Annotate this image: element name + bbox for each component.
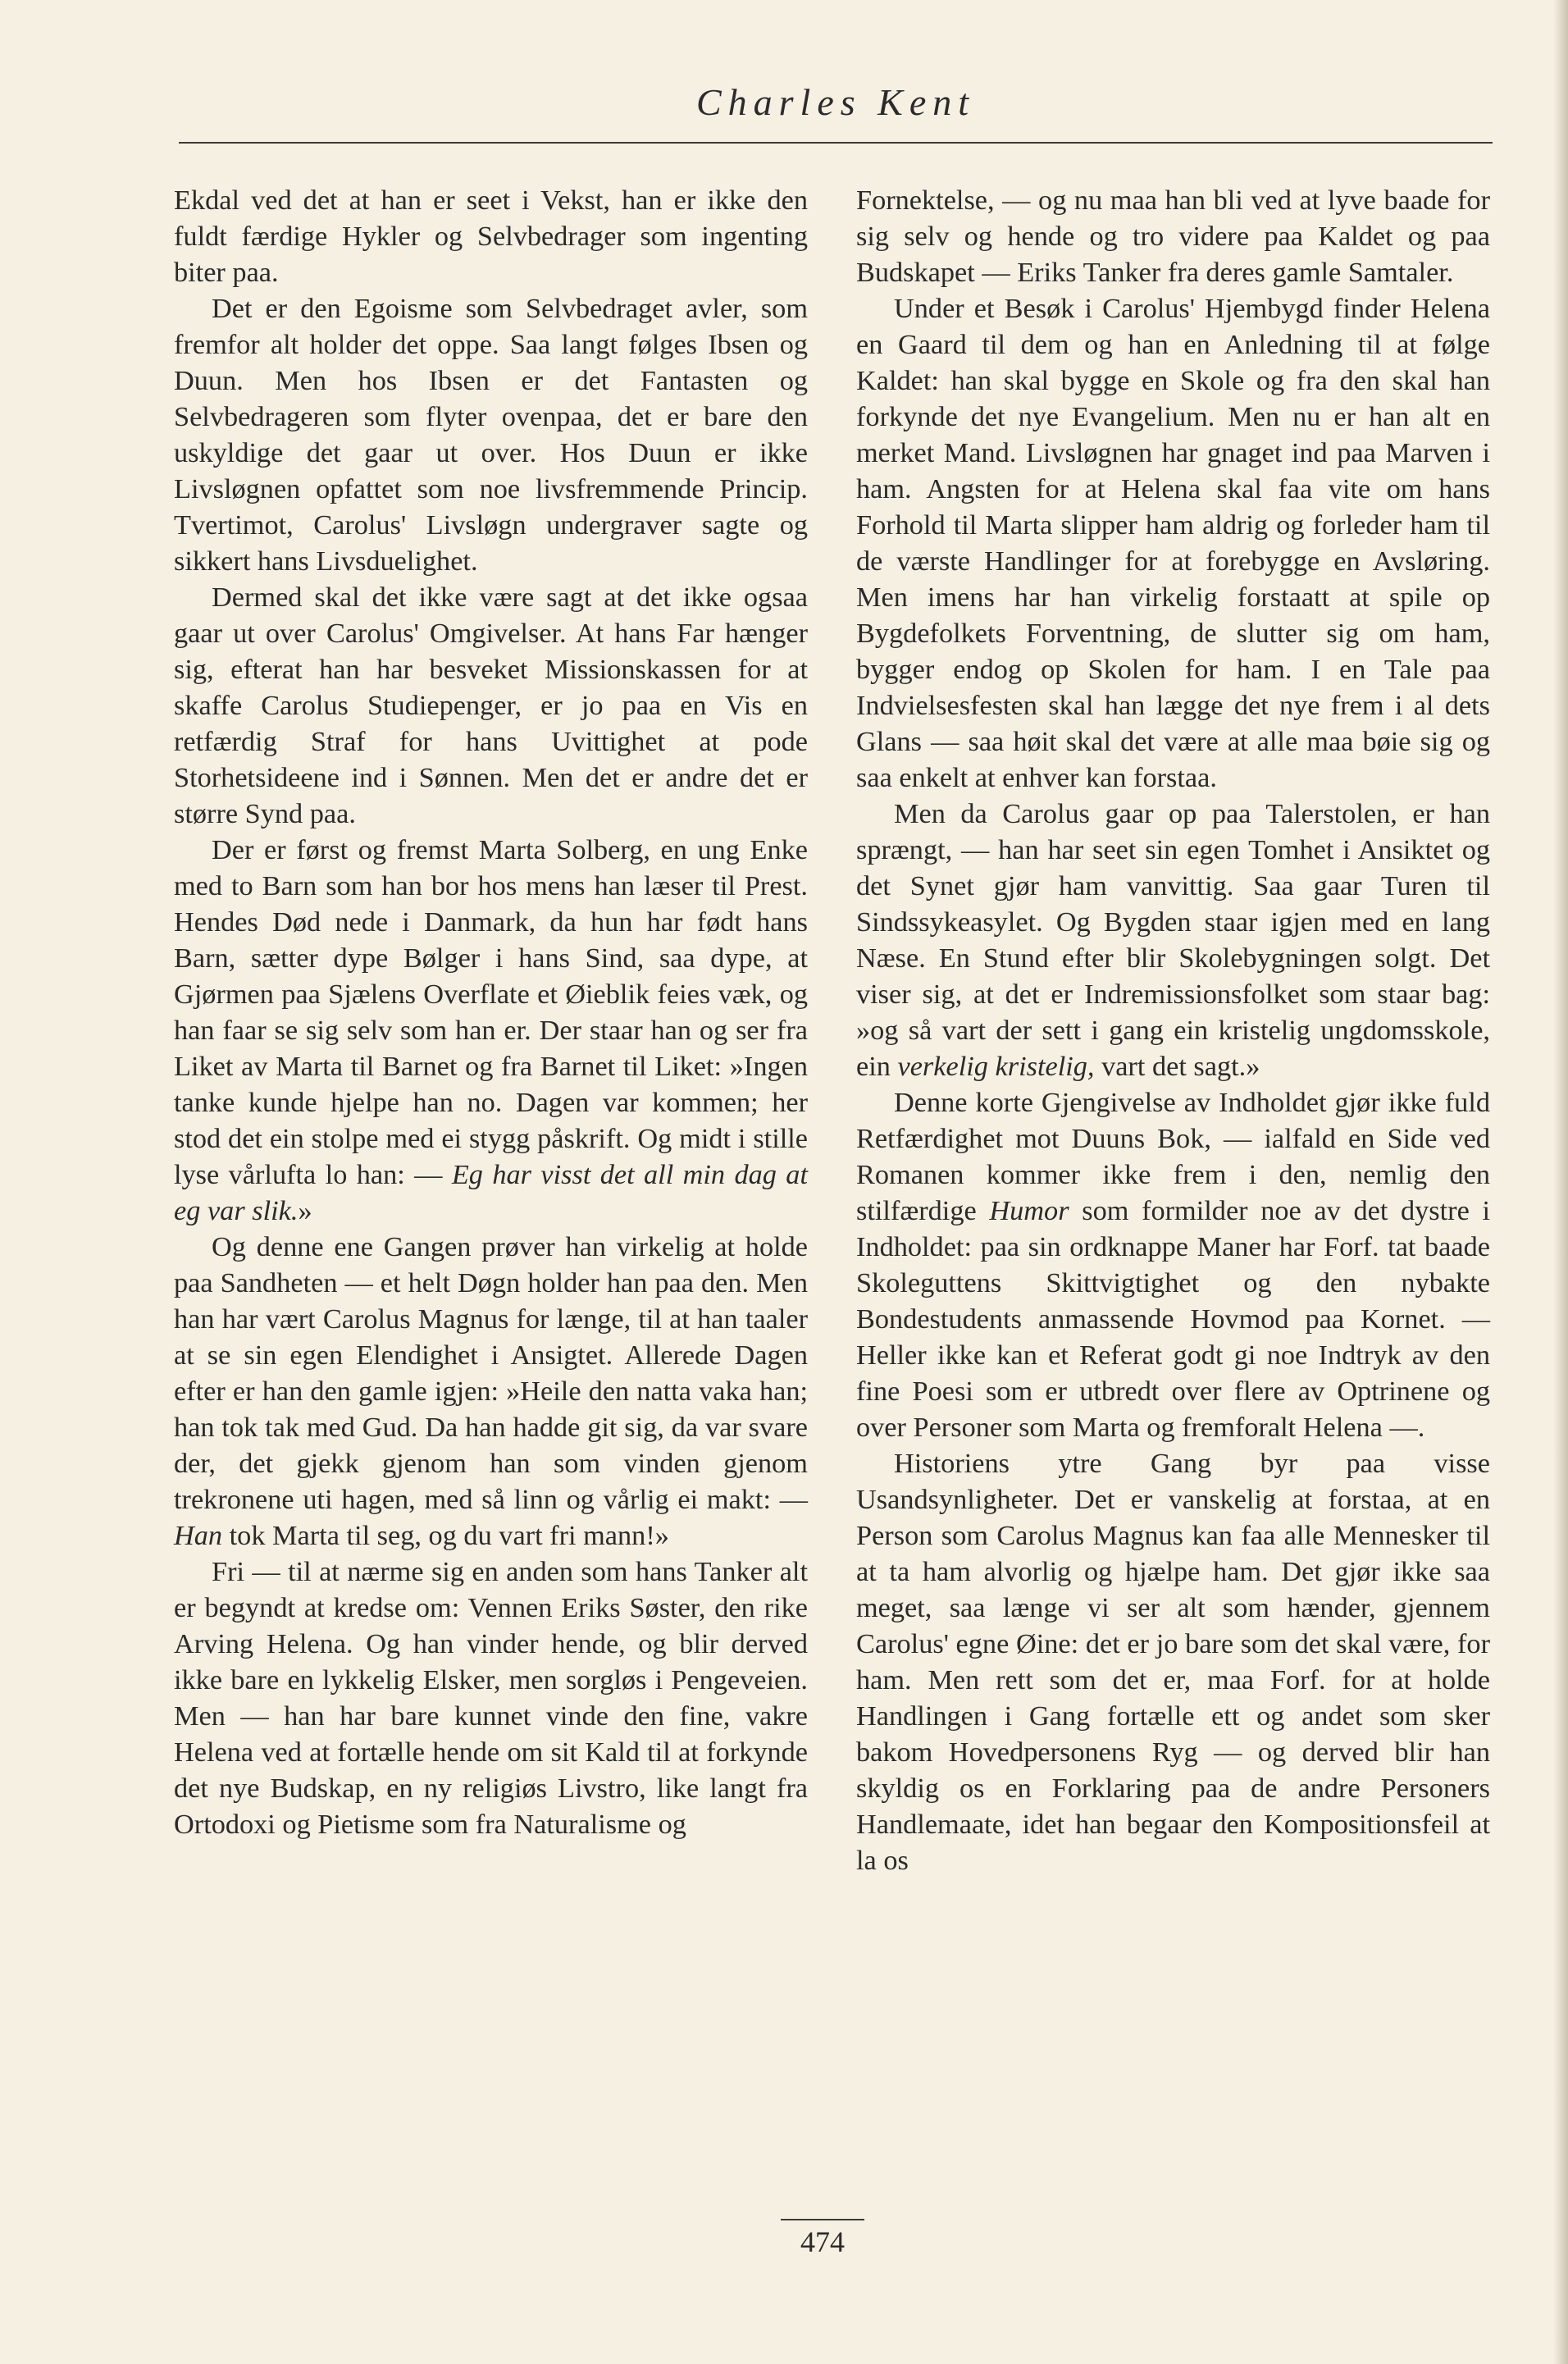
paragraph (856, 1084, 1490, 1445)
italic-word: Humor (989, 1195, 1069, 1226)
paragraph (174, 1229, 808, 1554)
left-column (174, 182, 808, 1842)
paragraph-text: vart det sagt.» (1101, 1051, 1260, 1082)
italic-quote: Eg har visst det all min dag at eg var slik. (174, 1159, 808, 1226)
right-column (856, 182, 1490, 1878)
paragraph: Dermed skal det ikke være sagt at det ikke ogsaa gaar ut over Carolus' Omgivelser. At hans Far hænger sig, efterat han har besveket Missionskassen for at skaffe Carolus Studiepenger, er jo paa en Vis en retfærdig Straf for hans Uvittighet at pode Storhetsideene ind i Sønnen. Men det er andre det er større Synd paa. (174, 582, 808, 829)
page-edge-shadow (1553, 0, 1568, 2364)
paragraph-text: tok Marta til seg, og du vart fri mann!» (229, 1520, 669, 1551)
paragraph: Under et Besøk i Carolus' Hjembygd finder Helena en Gaard til dem og han en Anledning til at følge Kaldet: han skal bygge en Skole og fra den skal han forkynde det nye Evangelium. Men nu er han alt en merket Mand. Livsløgnen har gnaget ind paa Marven i ham. Angsten for at Helena skal faa vite om hans Forhold til Marta slipper ham aldrig og forleder ham til de værste Handlinger for at forebygge en Avsløring. Men imens har han virkelig forstaatt at spile op Bygdefolkets Forventning, de slutter sig om ham, bygger endog op Skolen for ham. I en Tale paa Indvielsesfesten skal han lægge det nye frem i al dets Glans — saa høit skal det være at alle maa bøie sig og saa enkelt at enhver kan forstaa. (856, 293, 1490, 793)
paragraph: Historiens ytre Gang byr paa visse Usandsynligheter. Det er vanskelig at forstaa, at en Person som Carolus Magnus kan faa alle Mennesker til at ta ham alvorlig og hjælpe ham. Det gjør ikke saa meget, saa længe vi ser alt som hænder, gjennem Carolus' egne Øine: det er jo bare som det skal være, for ham. Men rett som det er, maa Forf. for at holde Handlingen i Gang fortælle ett og andet som sker bakom Hovedpersonens Ryg — og derved blir han skyldig os en Forklaring paa de andre Personers Handlemaate, idet han begaar den Kompositionsfeil at la os (856, 1448, 1490, 1876)
paragraph: Ekdal ved det at han er seet i Vekst, han er ikke den fuldt færdige Hykler og Selvbedrager som ingenting biter paa. (174, 185, 808, 288)
header-rule (179, 142, 1493, 144)
running-header: Charles Kent (695, 81, 976, 123)
paragraph: Det er den Egoisme som Selvbedraget avler, som fremfor alt holder det oppe. Saa langt følges Ibsen og Duun. Men hos Ibsen er det Fantasten og Selvbedrageren som flyter ovenpaa, det er bare den uskyldige det gaar ut over. Hos Duun er ikke Livsløgnen opfattet som noe livsfremmende Princip. Tvertimot, Carolus' Livsløgn undergraver sagte og sikkert hans Livsduelighet. (174, 293, 808, 577)
italic-word: Han (174, 1520, 223, 1551)
paragraph-text: Men da Carolus gaar op paa Talerstolen, er han sprængt, — han har seet sin egen Tomhet i Ansiktet og det Synet gjør ham vanvittig. Saa gaar Turen til Sindssykeasylet. Og Bygden staar igjen med en lang Næse. En Stund efter blir Skolebygningen solgt. Det viser sig, at det er Indremissionsfolket som staar bag: »og så vart der sett i gang ein kristelig ungdomsskole, ein (856, 798, 1490, 1082)
paragraph-text: » (298, 1195, 312, 1226)
page-number: 474 (800, 2225, 845, 2258)
italic-phrase: verkelig kristelig, (897, 1051, 1095, 1082)
paragraph-text: Der er først og fremst Marta Solberg, en ung Enke med to Barn som han bor hos mens han læser til Prest. Hendes Død nede i Danmark, da hun har født hans Barn, sætter dype Bølger i hans Sind, saa dype, at Gjørmen paa Sjælens Overflate et Øieblik feies væk, og han faar se sig selv som han er. Der staar han og ser fra Liket av Marta til Barnet og fra Barnet til Liket: »Ingen tanke kunde hjelpe han no. Dagen var kommen; her stod det ein stolpe med ei stygg påskrift. Og midt i stille lyse vårlufta lo han: — (174, 834, 808, 1190)
paragraph (174, 832, 808, 1229)
folio-rule (781, 2219, 864, 2220)
paragraph: Fri — til at nærme sig en anden som hans Tanker alt er begyndt at kredse om: Vennen Eriks Søster, den rike Arving Helena. Og han vinder hende, og blir derved ikke bare en lykkelig Elsker, men sorgløs i Pengeveien. Men — han har bare kunnet vinde den fine, vakre Helena ved at fortælle hende om sit Kald til at forkynde det nye Budskap, en ny religiøs Livstro, like langt fra Ortodoxi og Pietisme som fra Naturalisme og (174, 1556, 808, 1840)
paragraph-text: som formilder noe av det dystre i Indholdet: paa sin ordknappe Maner har Forf. tat baade Skoleguttens Skittvigtighet og den nybakte Bondestudents anmassende Hovmod paa Kornet. — Heller ikke kan et Referat godt gi noe Indtryk av den fine Poesi som er utbredt over flere av Optrinene og over Personer som Marta og fremforalt Helena —. (856, 1195, 1491, 1443)
paragraph: Fornektelse, — og nu maa han bli ved at lyve baade for sig selv og hende og tro videre paa Kaldet og paa Budskapet — Eriks Tanker fra deres gamle Samtaler. (856, 185, 1490, 288)
paragraph-text: Denne korte Gjengivelse av Indholdet gjør ikke fuld Retfærdighet mot Duuns Bok, — ialfald en Side ved Romanen kommer ikke frem i den, nemlig den stilfærdige (856, 1087, 1490, 1226)
paragraph (856, 796, 1490, 1084)
paragraph-text: Og denne ene Gangen prøver han virkelig at holde paa Sandheten — et helt Døgn holder han paa den. Men han har vært Carolus Magnus for længe, til at han taaler at se sin egen Elendighet i Ansigtet. Allerede Dagen efter er han den gamle igjen: »Heile den natta vaka han; han tok tak med Gud. Da han hadde git sig, da var svare der, det gjekk gjenom han som vinden gjenom trekronene uti hagen, med så linn og vårlig ei makt: — (174, 1231, 808, 1515)
